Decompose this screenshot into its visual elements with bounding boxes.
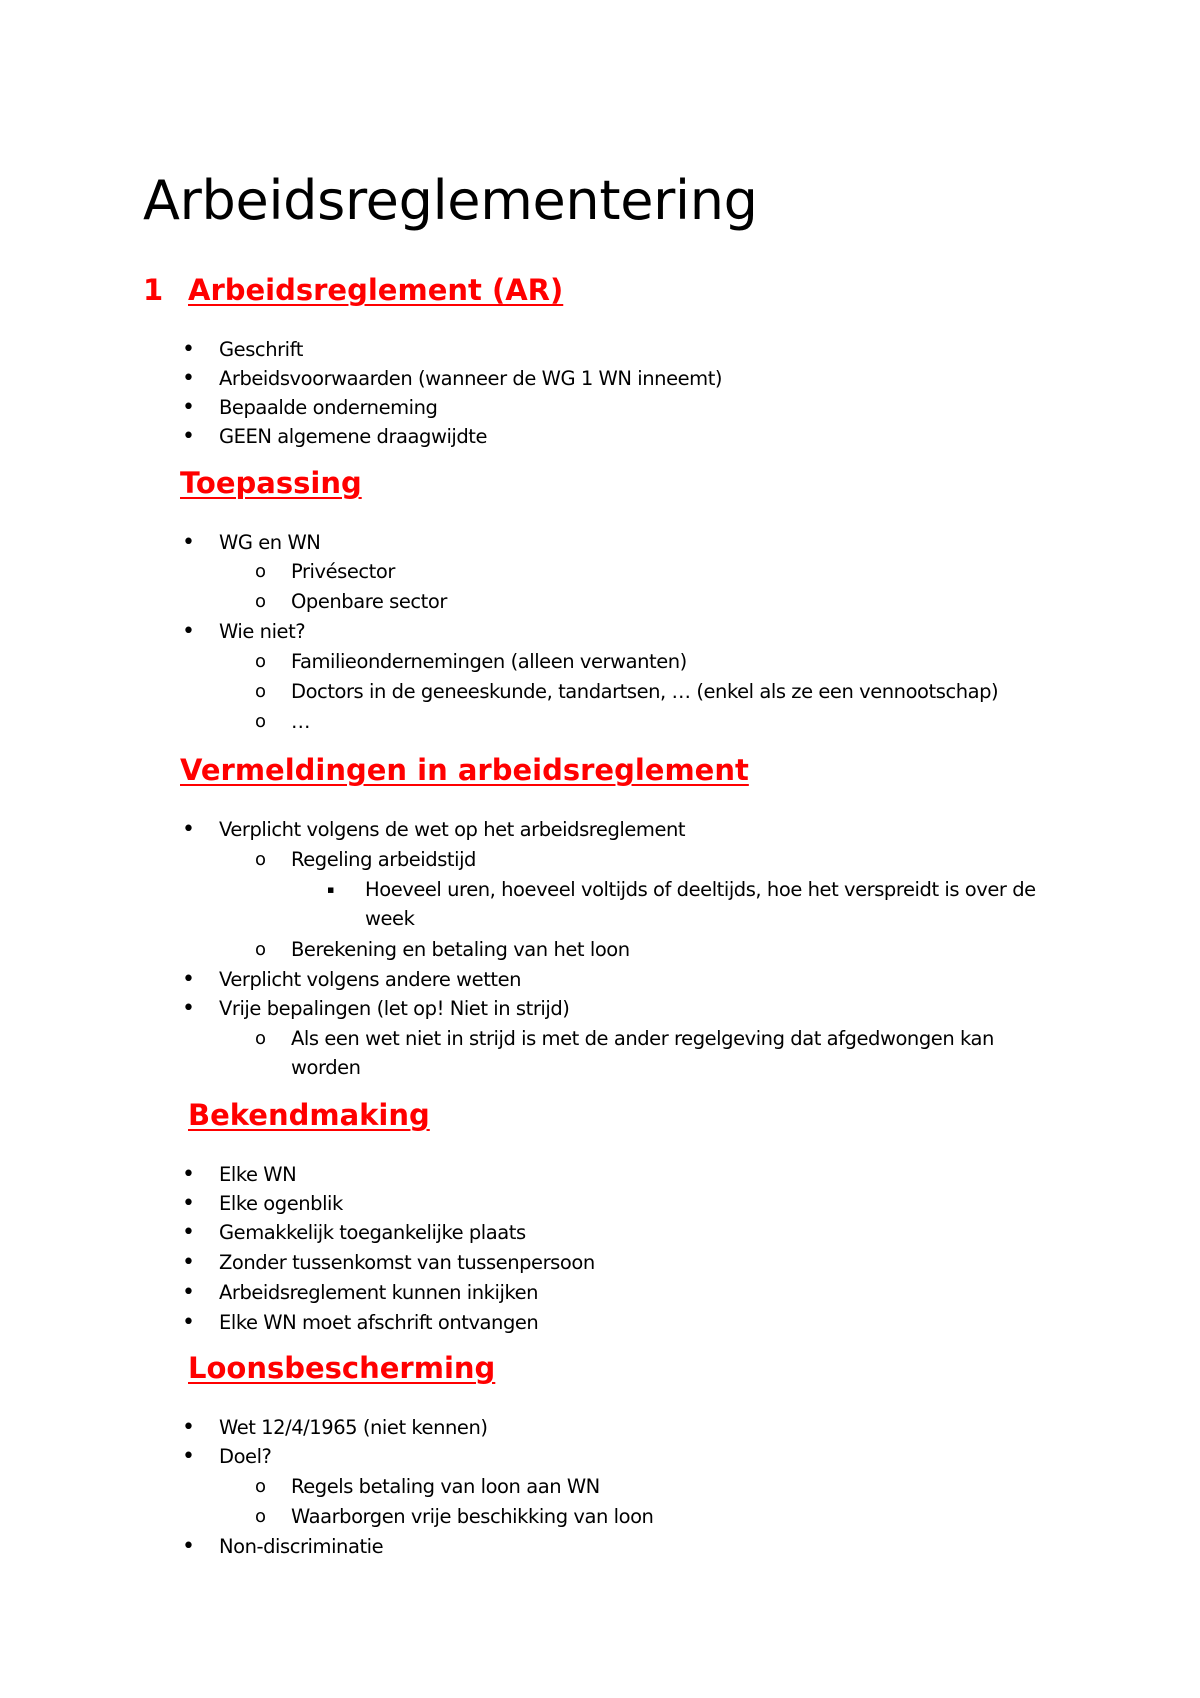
- list-item: Zonder tussenkomst van tussenpersoon: [219, 1251, 595, 1274]
- list-item: Arbeidsvoorwaarden (wanneer de WG 1 WN inneemt): [219, 367, 723, 390]
- list-item: Wie niet?: [219, 620, 306, 643]
- list-item: Openbare sector: [291, 590, 447, 613]
- list-item: Wet 12/4/1965 (niet kennen): [219, 1416, 488, 1439]
- bullet-marker: •: [182, 1191, 195, 1216]
- subheading-bekendmaking: Bekendmaking: [188, 1098, 430, 1132]
- list-item: Vrije bepalingen (let op! Niet in strijd): [219, 997, 570, 1020]
- list-item: Doel?: [219, 1445, 272, 1468]
- bullet-marker: •: [182, 530, 195, 555]
- list-item: GEEN algemene draagwijdte: [219, 425, 488, 448]
- list-item: Verplicht volgens de wet op het arbeidsreglement: [219, 818, 686, 841]
- subheading-vermeldingen: Vermeldingen in arbeidsreglement: [180, 753, 749, 787]
- list-item: Elke ogenblik: [219, 1192, 343, 1215]
- bullet-marker: •: [182, 424, 195, 449]
- bullet-marker: •: [182, 337, 195, 362]
- list-item: Doctors in de geneeskunde, tandartsen, … (enkel als ze een vennootschap): [291, 680, 999, 703]
- list-item: Hoeveel uren, hoeveel voltijds of deeltijds, hoe het verspreidt is over de week: [365, 878, 1036, 930]
- bullet-marker: •: [182, 1162, 195, 1187]
- bullet-marker: •: [182, 1220, 195, 1245]
- circle-marker: o: [255, 1476, 267, 1497]
- subheading-toepassing: Toepassing: [180, 466, 362, 500]
- list-item: Verplicht volgens andere wetten: [219, 968, 522, 991]
- bullet-marker: •: [182, 366, 195, 391]
- list-item: Gemakkelijk toegankelijke plaats: [219, 1221, 526, 1244]
- circle-marker: o: [255, 939, 267, 960]
- bullet-marker: •: [182, 967, 195, 992]
- bullet-marker: •: [182, 996, 195, 1021]
- circle-marker: o: [255, 711, 267, 732]
- list-item: Regeling arbeidstijd: [291, 848, 476, 871]
- bullet-marker: •: [182, 619, 195, 644]
- list-item: Geschrift: [219, 338, 303, 361]
- list-item: Privésector: [291, 560, 395, 583]
- list-item: Waarborgen vrije beschikking van loon: [291, 1505, 654, 1528]
- circle-marker: o: [255, 1506, 267, 1527]
- bullet-marker: •: [182, 1250, 195, 1275]
- circle-marker: o: [255, 1028, 267, 1049]
- section-number: 1: [143, 273, 164, 307]
- list-item: …: [291, 710, 311, 733]
- list-item: Non-discriminatie: [219, 1535, 384, 1558]
- list-item: Berekening en betaling van het loon: [291, 938, 630, 961]
- bullet-marker: •: [182, 1534, 195, 1559]
- circle-marker: o: [255, 681, 267, 702]
- list-item: Familieondernemingen (alleen verwanten): [291, 650, 687, 673]
- circle-marker: o: [255, 651, 267, 672]
- circle-marker: o: [255, 849, 267, 870]
- list-item: WG en WN: [219, 531, 321, 554]
- bullet-marker: •: [182, 1280, 195, 1305]
- list-item: Regels betaling van loon aan WN: [291, 1475, 600, 1498]
- list-item: Elke WN: [219, 1163, 297, 1186]
- bullet-marker: •: [182, 395, 195, 420]
- section-title: Arbeidsreglement (AR): [188, 273, 564, 307]
- list-item: Arbeidsreglement kunnen inkijken: [219, 1281, 539, 1304]
- section-heading-arbeidsreglement: [143, 270, 563, 310]
- circle-marker: o: [255, 561, 267, 582]
- list-item: Bepaalde onderneming: [219, 396, 438, 419]
- bullet-marker: •: [182, 817, 195, 842]
- square-marker: ▪: [327, 883, 335, 896]
- list-item: Elke WN moet afschrift ontvangen: [219, 1311, 539, 1334]
- circle-marker: o: [255, 591, 267, 612]
- bullet-marker: •: [182, 1444, 195, 1469]
- bullet-marker: •: [182, 1310, 195, 1335]
- list-item: Als een wet niet in strijd is met de ander regelgeving dat afgedwongen kan worden: [291, 1027, 994, 1079]
- subheading-loonsbescherming: Loonsbescherming: [188, 1351, 496, 1385]
- document-title: Arbeidsreglementering: [143, 169, 758, 232]
- bullet-marker: •: [182, 1415, 195, 1440]
